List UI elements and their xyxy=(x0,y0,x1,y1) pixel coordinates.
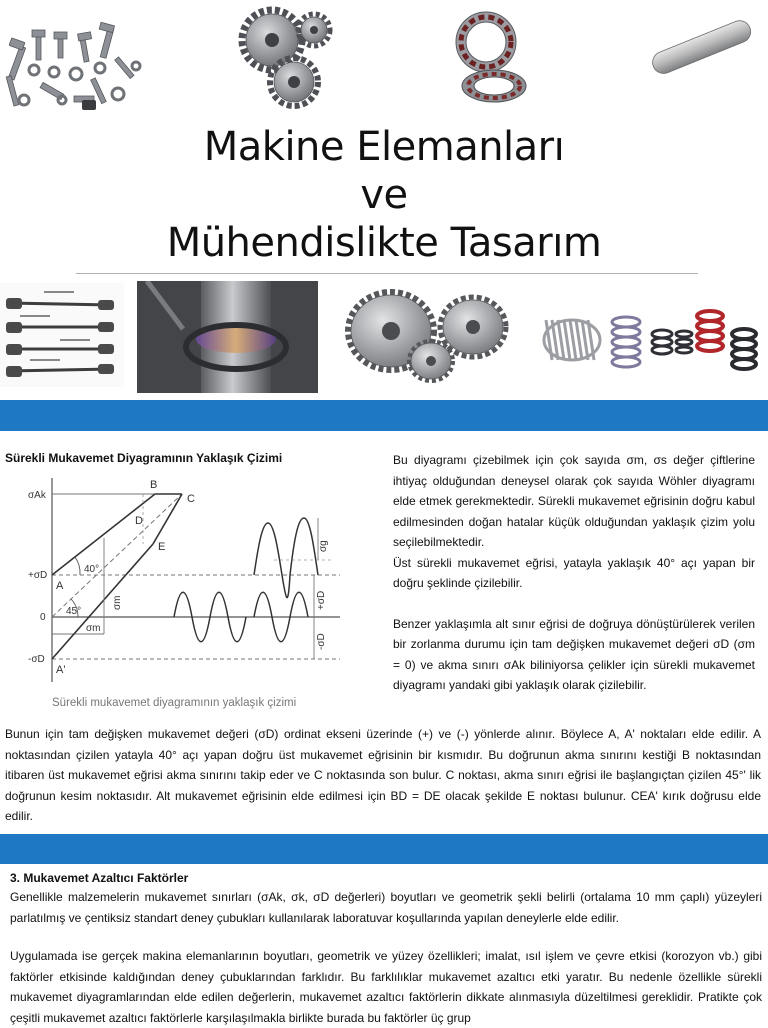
label-point-c: C xyxy=(187,493,195,505)
label-point-d: D xyxy=(135,515,143,527)
label-angle-40: 40° xyxy=(84,564,100,575)
title-line-3: Mühendislikte Tasarım xyxy=(166,220,602,266)
endurance-diagram xyxy=(22,470,352,718)
section1-heading: Sürekli Mukavemet Diyagramının Yaklaşık Çizimi xyxy=(5,451,283,465)
right-paragraph-3: Benzer yaklaşımla alt sınır eğrisi de doğruya dönüştürülerek verilen bir zorlanma durumu için tam değişken mukavemet değeri σD (σm = 0) ve akma sınırı σAk biliniyorsa çelikler için sürekli mukavemet diyagramı yandaki gibi yaklaşık olarak çizilebilir. xyxy=(393,616,755,692)
section2-paragraph-1: Genellikle malzemelerin mukavemet sınırları (σAk, σk, σD değerleri) boyutları ve geometrik şekli belirli (ortalama 10 mm çaplı) yüzeyleri parlatılmış ve çentiksiz standart deney çubukları kullanılarak laboratuvar koşullarında yapılan deneylerle elde edilir. xyxy=(10,890,762,925)
diagram-caption: Sürekli mukavemet diyagramının yaklaşık çizimi xyxy=(52,697,297,709)
drive-shafts-photo xyxy=(0,283,124,387)
title-divider xyxy=(76,273,698,274)
ball-bearing-photo xyxy=(446,6,536,106)
section1-full-paragraph: Bunun için tam değişken mukavemet değeri (σD) ordinat ekseni üzerinde (+) ve (-) yönlerde alınır. Böylece A, A' noktaları elde edilir. A noktasından çizilen yatayla 40° açı yapan doğru üst mukavemet eğrisinin bir kısmıdır. Bu doğrunun akma sınırını kestiği B noktasından itibaren üst mukavemet eğrisi akma sınırını takip eder ve C noktasında son bulur. C noktası, akma sınırı eğrisi ile başlangıçtan çizilen 45°' lik doğrunun kesim noktasıdır. Alt mukavemet eğrisinin elde edilmesi için BD = DE olacak şekilde E noktası bulunur. CEA' kırık doğrusu elde edilir. xyxy=(5,727,761,823)
label-sigma-g: σg xyxy=(318,540,329,552)
label-point-a-prime: A' xyxy=(56,664,66,676)
right-paragraph-1: Bu diyagramı çizebilmek için çok sayıda σm, σs değer çiftlerine ihtiyaç olduğundan deneysel olarak çok sayıda Wöhler diyagramı elde etmek gerekmektedir. Sürekli mukavemet eğrisinin doğru kabul edilmesinden doğan hatalar küçük olduğundan yaklaşık çizim yolu seçilebilmektedir. xyxy=(393,453,755,549)
label-angle-45: 45° xyxy=(66,606,82,617)
bolts-nuts-photo xyxy=(0,14,148,118)
section2-paragraph-2: Uygulamada ise gerçek makina elemanlarının boyutları, geometrik ve yüzey özellikleri; imalat, ısıl işlem ve çevre etkisi (korozyon vb.) gibi faktörler etkisinde kaldığından deney çubuklarından farklıdır. Bu farklılıklar mukavemet azaltıcı etki yaratır. Bu nedenle özellikle sürekli mukavemet diyagramlarından elde edilen değerlerin, mukavemet azaltıcı faktörlerin dikkate alınmasıyla düzeltilmesi gereklidir. Pratikte çok çeşitli mukavemet azaltıcı faktörlerle karşılaşılmakla birlikte burada bu faktörler üç grup xyxy=(10,949,762,1025)
label-sigma-m-axis: σm xyxy=(86,623,101,634)
section2-heading: 3. Mukavemet Azaltıcı Faktörler xyxy=(10,871,189,885)
label-sigma-m-vertical: σm xyxy=(112,595,123,610)
label-minus-sigma-d: -σD xyxy=(28,654,45,665)
label-point-b: B xyxy=(150,479,158,491)
header-band-1 xyxy=(0,400,768,431)
welding-photo xyxy=(137,281,318,393)
spur-gears-photo xyxy=(345,289,513,385)
label-minus-sigma-d-right: -σD xyxy=(316,633,327,650)
section1-right-text xyxy=(393,450,755,696)
springs-photo xyxy=(538,306,760,372)
title-line-2: ve xyxy=(360,172,408,218)
right-paragraph-2: Üst sürekli mukavemet eğrisi, yatayla yaklaşık 40° açı yapan bir doğru şeklinde çizilebilir. xyxy=(393,555,755,590)
label-point-e: E xyxy=(158,541,166,553)
header-band-2 xyxy=(0,834,768,864)
label-sigma-ak: σAk xyxy=(28,490,46,501)
label-plus-sigma-d-right: +σD xyxy=(316,590,327,610)
label-point-a: A xyxy=(56,580,64,592)
label-zero: 0 xyxy=(40,612,46,623)
gears-photo xyxy=(228,0,340,112)
machine-key-photo xyxy=(648,2,756,94)
title-line-1: Makine Elemanları xyxy=(203,124,565,170)
label-plus-sigma-d: +σD xyxy=(28,570,48,581)
